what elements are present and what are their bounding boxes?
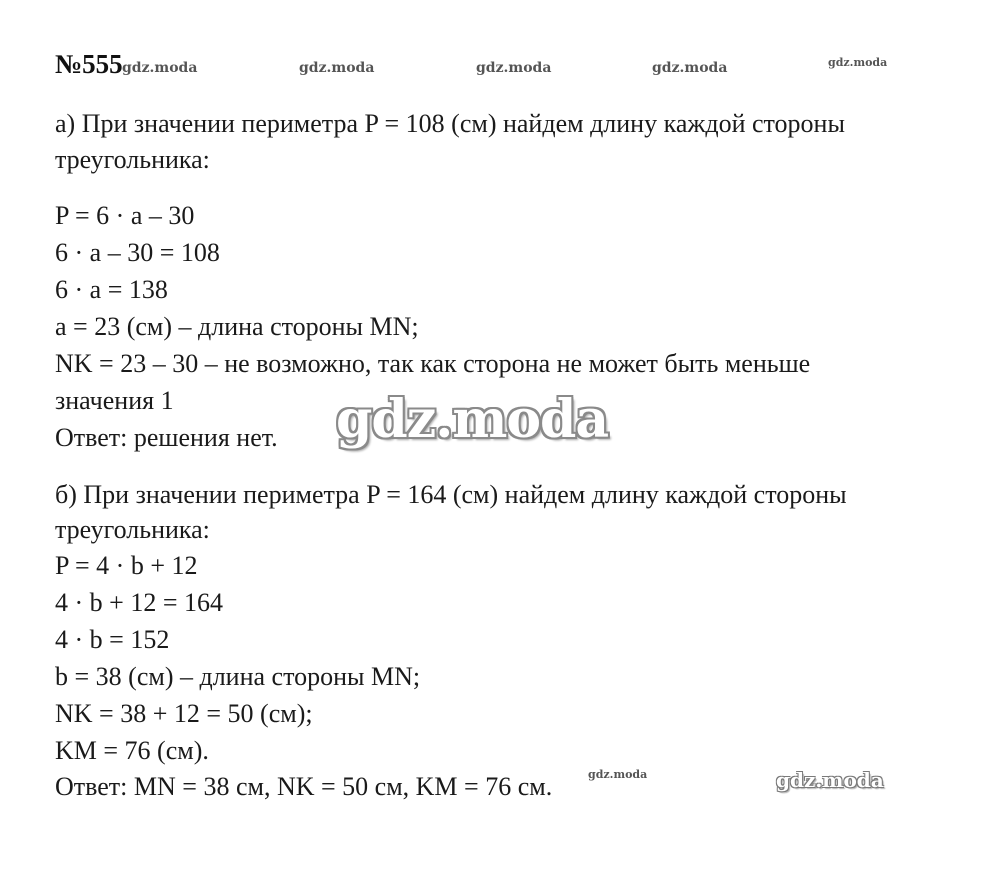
part-b-answer: Ответ: MN = 38 см, NK = 50 см, KM = 76 см. — [55, 772, 553, 801]
part-a-step-6: значения 1 — [55, 386, 174, 415]
part-a-step-4: a = 23 (см) – длина стороны MN; — [55, 312, 419, 341]
watermark-large: gdz.moda — [336, 389, 609, 450]
part-b-step-5: NK = 38 + 12 = 50 (см); — [55, 699, 313, 728]
watermark-4: gdz.moda — [652, 60, 728, 76]
part-a-answer: Ответ: решения нет. — [55, 423, 278, 452]
part-a-intro-line2: треугольника: — [55, 145, 210, 174]
part-b-intro-line2: треугольника: — [55, 515, 210, 544]
part-b-intro-line1: б) При значении периметра P = 164 (см) найдем длину каждой стороны — [55, 480, 847, 509]
watermark-1: gdz.moda — [122, 60, 198, 76]
watermark-2: gdz.moda — [299, 60, 375, 76]
part-a-step-3: 6 · a = 138 — [55, 275, 168, 304]
part-b-step-4: b = 38 (см) – длина стороны MN; — [55, 662, 421, 691]
part-a-step-5: NK = 23 – 30 – не возможно, так как сторона не может быть меньше — [55, 349, 811, 378]
part-b-step-2: 4 · b + 12 = 164 — [55, 588, 223, 617]
part-b-step-6: KM = 76 (см). — [55, 736, 209, 765]
watermark-5: gdz.moda — [828, 56, 888, 69]
watermark-3: gdz.moda — [476, 60, 552, 76]
part-b-step-3: 4 · b = 152 — [55, 625, 170, 654]
part-a-step-2: 6 · a – 30 = 108 — [55, 238, 220, 267]
part-b-step-1: P = 4 · b + 12 — [55, 551, 198, 580]
problem-number: №555 — [55, 49, 123, 79]
part-a-step-1: P = 6 · a – 30 — [55, 201, 195, 230]
watermark-bottom-small: gdz.moda — [588, 768, 648, 781]
part-a-intro-line1: а) При значении периметра P = 108 (см) найдем длину каждой стороны — [55, 109, 845, 138]
watermark-bottom-mid: gdz.moda — [776, 768, 884, 792]
